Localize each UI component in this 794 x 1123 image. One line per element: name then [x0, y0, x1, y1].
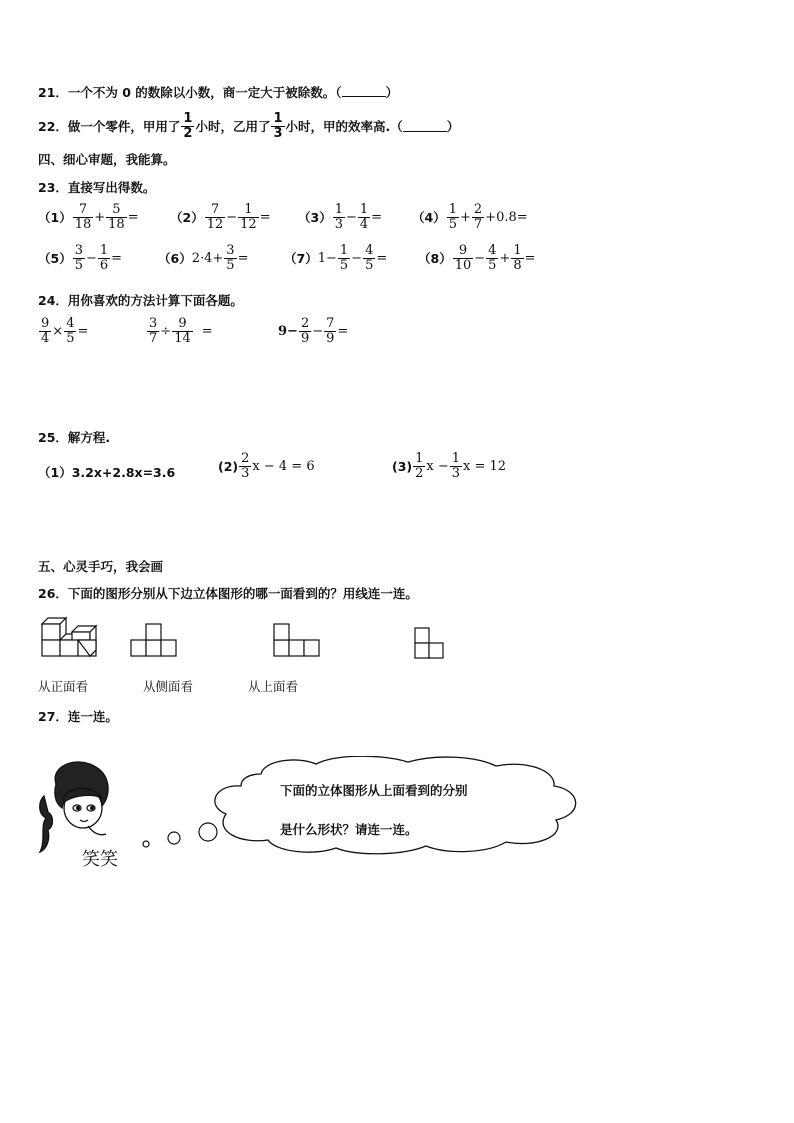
q21-close: ）	[385, 85, 399, 100]
equals: =	[259, 209, 271, 225]
item-label: （8）	[418, 251, 452, 267]
item-label: (3)	[392, 458, 413, 474]
fraction: $\frac{3}{7}$	[149, 316, 158, 346]
q23-title: 23．直接写出得数。	[38, 180, 156, 195]
q21-text: 21．一个不为 0 的数除以小数，商一定大于被除数。（	[38, 85, 342, 100]
side-view-shape[interactable]	[131, 624, 176, 656]
expression-pre: 1−	[317, 250, 337, 266]
operator: −	[226, 209, 238, 225]
thought-dot	[168, 832, 180, 844]
item-label: （3）	[298, 210, 332, 226]
question-21	[38, 83, 398, 101]
fraction	[181, 112, 194, 140]
expression-mid: x −	[426, 458, 449, 474]
equals: =	[376, 250, 388, 266]
expression-rest: x − 4 = 6	[252, 458, 315, 474]
fraction: $\frac{1}{5}$	[448, 202, 457, 232]
q23-item-2	[170, 203, 271, 231]
q26-figures	[38, 610, 458, 664]
fraction: $\frac{2}{7}$	[473, 202, 483, 232]
operator: −	[312, 323, 324, 339]
fraction: $\frac{1}{8}$	[513, 243, 522, 273]
expression-pre: 2·4+	[191, 250, 224, 266]
operator: −	[474, 250, 486, 266]
equals: =	[77, 323, 89, 339]
view-label-front: 从正面看	[38, 679, 89, 694]
thought-cloud-icon	[215, 756, 576, 854]
q24-expr-2	[146, 317, 213, 345]
q24-title: 24．用你喜欢的方法计算下面各题。	[38, 293, 243, 308]
q23-item-7	[284, 244, 387, 272]
item-label: (2)	[218, 458, 239, 474]
expression-rest: x = 12	[463, 458, 507, 474]
operator: ×	[52, 323, 64, 339]
numerator: 1	[273, 111, 283, 126]
expression-tail: +0.8=	[485, 209, 528, 225]
q23-item-6	[158, 244, 248, 272]
operator: ÷	[160, 323, 172, 339]
operator: +	[459, 209, 471, 225]
equals: =	[201, 323, 213, 339]
equals: =	[371, 209, 383, 225]
q26-title: 26．下面的图形分别从下边立体图形的哪一面看到的？用线连一连。	[38, 586, 418, 601]
q23-item-3	[298, 203, 382, 231]
equals: =	[127, 209, 139, 225]
q23-item-8	[418, 244, 536, 272]
q25-equation-1: （1）3.2x+2.8x=3.6	[38, 465, 176, 480]
fraction: $\frac{2}{9}$	[300, 316, 310, 346]
q27-illustration	[36, 756, 596, 876]
fraction	[271, 112, 284, 140]
answer-blank[interactable]	[342, 85, 386, 97]
item-label: （5）	[38, 251, 72, 267]
equals: =	[524, 250, 536, 266]
operator: +	[94, 209, 106, 225]
fraction: $\frac{9}{4}$	[41, 316, 50, 346]
q22-text-c: 小时，甲的效率高.（	[285, 119, 403, 135]
fraction: $\frac{2}{3}$	[241, 451, 250, 481]
denominator: 3	[273, 125, 283, 141]
item-label: （4）	[412, 210, 446, 226]
operator: +	[499, 250, 511, 266]
expression-pre: 9−	[278, 323, 298, 339]
question-22	[38, 112, 459, 140]
equals: =	[337, 323, 349, 339]
fraction: $\frac{4}{5}$	[488, 243, 497, 273]
q22-text-b: 小时，乙用了	[195, 119, 271, 135]
fraction: $\frac{1}{3}$	[334, 202, 343, 232]
fraction: $\frac{9}{14}$	[174, 316, 191, 346]
fraction: $\frac{5}{18}$	[108, 202, 125, 232]
numerator: 1	[183, 111, 193, 126]
fraction: $\frac{7}{9}$	[326, 316, 335, 346]
character-name: 笑笑	[82, 849, 118, 870]
section-4-heading: 四、细心审题，我能算。	[38, 152, 176, 167]
operator: −	[345, 209, 357, 225]
bubble-text-line-2: 是什么形状？请连一连。	[280, 822, 418, 837]
equals: =	[237, 250, 249, 266]
item-label: （2）	[170, 210, 204, 226]
answer-blank[interactable]	[403, 120, 447, 132]
thought-dot	[143, 841, 149, 847]
operator: −	[351, 250, 363, 266]
q25-title: 25．解方程.	[38, 430, 111, 445]
q24-expr-1	[38, 317, 88, 345]
fraction: $\frac{3}{5}$	[226, 243, 235, 273]
item-label: （6）	[158, 251, 192, 267]
thought-dot	[199, 823, 217, 841]
q22-close: ）	[446, 119, 460, 135]
front-view-shape[interactable]	[415, 628, 443, 658]
fraction: $\frac{1}{3}$	[451, 451, 461, 481]
top-view-shape[interactable]	[274, 624, 319, 656]
item-label: （7）	[284, 251, 318, 267]
fraction: $\frac{4}{5}$	[365, 243, 374, 273]
q22-text-a: 22．做一个零件，甲用了	[38, 119, 181, 135]
bubble-text-line-1: 下面的立体图形从上面看到的分别	[280, 783, 468, 798]
q27-title: 27．连一连。	[38, 709, 118, 724]
fraction: $\frac{1}{6}$	[99, 243, 109, 273]
fraction: $\frac{1}{5}$	[339, 243, 349, 273]
fraction: $\frac{1}{4}$	[359, 202, 369, 232]
fraction: $\frac{1}{2}$	[415, 451, 424, 481]
fraction: $\frac{3}{5}$	[74, 243, 83, 273]
item-label: （1）	[38, 210, 72, 226]
view-label-side: 从侧面看	[143, 679, 194, 694]
denominator: 2	[183, 125, 193, 141]
q23-item-5	[38, 244, 122, 272]
operator: −	[85, 250, 97, 266]
view-label-top: 从上面看	[248, 679, 299, 694]
fraction: $\frac{7}{12}$	[206, 202, 224, 232]
girl-character-icon	[40, 762, 108, 852]
fraction: $\frac{9}{10}$	[454, 243, 472, 273]
fraction: $\frac{7}{18}$	[74, 202, 92, 232]
q23-item-4	[412, 203, 528, 231]
equals: =	[111, 250, 123, 266]
fraction: $\frac{4}{5}$	[66, 316, 75, 346]
q25-equation-3	[392, 452, 506, 480]
section-5-heading: 五、心灵手巧，我会画	[38, 559, 164, 574]
fraction: $\frac{1}{12}$	[240, 202, 257, 232]
q25-equation-2	[218, 452, 315, 480]
q24-expr-3	[278, 317, 348, 345]
solid-figure[interactable]	[42, 618, 96, 656]
q23-item-1	[38, 203, 139, 231]
